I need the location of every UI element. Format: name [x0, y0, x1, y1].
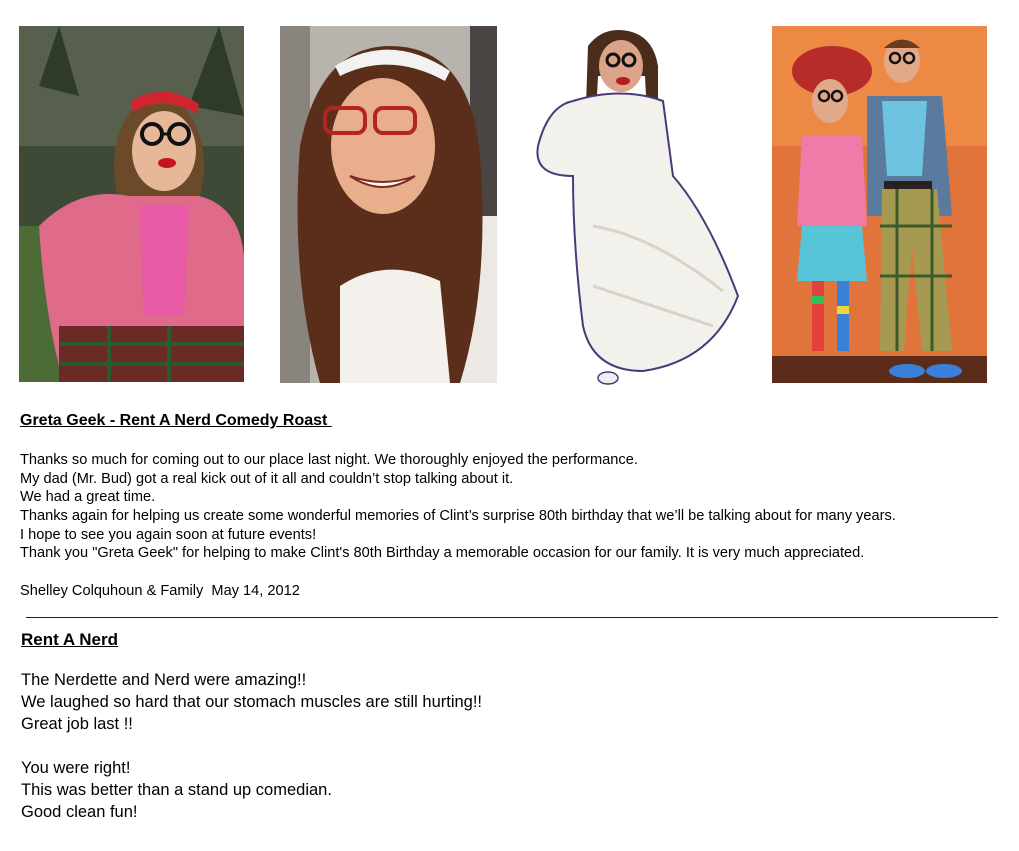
review-2-line: Great job last !! — [21, 715, 133, 733]
photo-greta-pink-jacket — [19, 26, 244, 382]
review-1-line: Thanks again for helping us create some wonderful memories of Clint’s surprise 80th birthday that we’ll be talking about for many years. — [20, 508, 896, 525]
review-1-line: We had a great time. — [20, 489, 156, 506]
review-2-paragraph-2 — [21, 757, 332, 823]
review-2-line: We laughed so hard that our stomach muscles are still hurting!! — [21, 693, 483, 711]
photo-greta-bridal-gown — [533, 26, 743, 393]
review-1-line: Thank you "Greta Geek" for helping to make Clint's 80th Birthday a memorable occasion for our family. It is very much appreciated. — [20, 545, 865, 562]
review-2-paragraph-1 — [21, 669, 482, 735]
review-2-line: The Nerdette and Nerd were amazing!! — [21, 671, 307, 689]
review-1-line: My dad (Mr. Bud) got a real kick out of it all and couldn’t stop talking about it. — [20, 470, 514, 487]
review-2-line: You were right! — [21, 759, 131, 777]
review-1-body — [20, 451, 896, 563]
review-2-line: Good clean fun! — [21, 803, 138, 821]
review-1-line: I hope to see you again soon at future events! — [20, 526, 317, 543]
review-1-title: Greta Geek - Rent A Nerd Comedy Roast — [20, 412, 332, 429]
review-2-title: Rent A Nerd — [21, 630, 118, 649]
section-divider — [26, 617, 998, 618]
photo-nerdette-and-nerd — [772, 26, 987, 383]
review-1-signature: Shelley Colquhoun & Family May 14, 2012 — [20, 583, 300, 599]
review-2-line: This was better than a stand up comedian. — [21, 781, 332, 799]
photo-greta-curly-hair — [280, 26, 497, 383]
review-1-line: Thanks so much for coming out to our place last night. We thoroughly enjoyed the performance. — [20, 452, 638, 468]
